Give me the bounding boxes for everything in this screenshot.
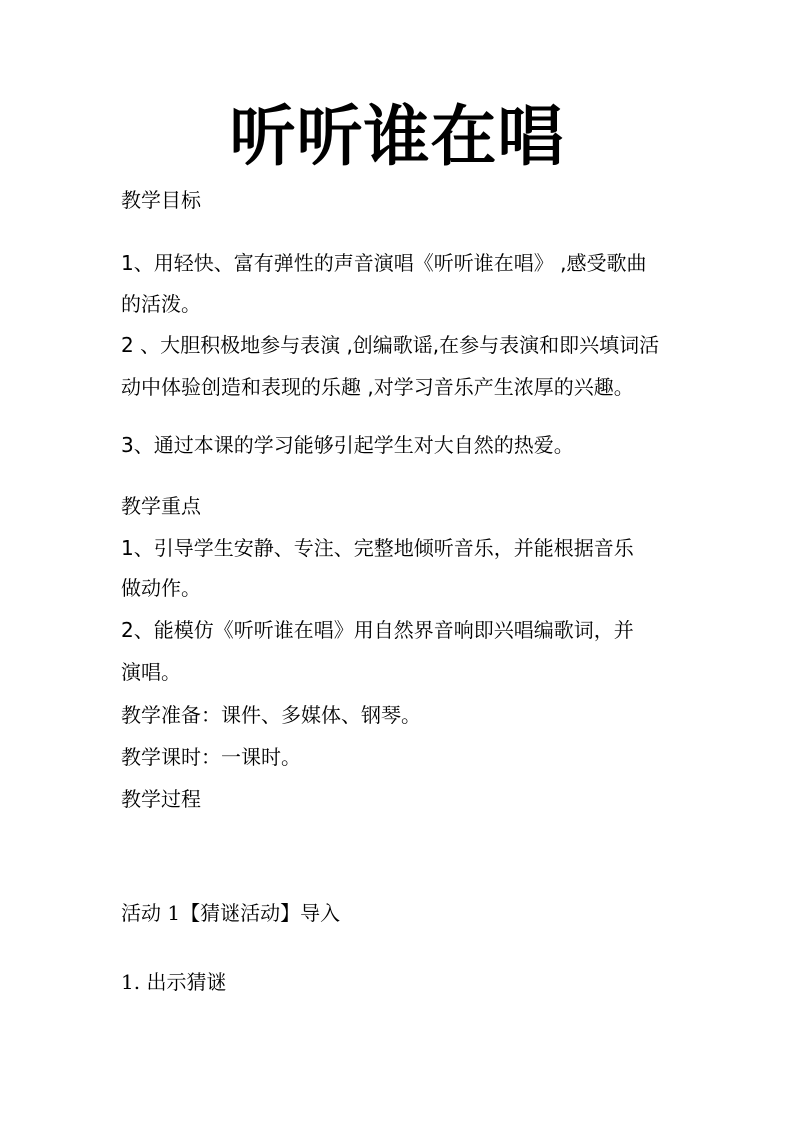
section-heading-objectives: 教学目标 <box>121 188 201 212</box>
teaching-hours: 教学课时：一课时。 <box>121 745 301 769</box>
objective-2-line-1: 2 、大胆积极地参与表演 ,创编歌谣,在参与表演和即兴填词活 <box>121 333 660 357</box>
key-point-1-line-2: 做动作。 <box>121 576 201 600</box>
key-point-2-line-1: 2、能模仿《听听谁在唱》用自然界音响即兴唱编歌词，并 <box>121 618 634 642</box>
key-point-1-line-1: 1、引导学生安静、专注、完整地倾听音乐，并能根据音乐 <box>121 536 634 560</box>
objective-1-line-2: 的活泼。 <box>121 292 201 316</box>
key-point-2-line-2: 演唱。 <box>121 660 181 684</box>
activity-1-heading: 活动 1【猜谜活动】导入 <box>121 901 341 925</box>
section-heading-process: 教学过程 <box>121 787 201 811</box>
activity-1-step-1: 1. 出示猜谜 <box>121 970 227 994</box>
document-title: 听听谁在唱 <box>229 97 565 175</box>
objective-3: 3、通过本课的学习能够引起学生对大自然的热爱。 <box>121 433 574 457</box>
objective-2-line-2: 动中体验创造和表现的乐趣 ,对学习音乐产生浓厚的兴趣。 <box>121 375 634 399</box>
teaching-preparation: 教学准备：课件、多媒体、钢琴。 <box>121 703 421 727</box>
objective-1-line-1: 1、用轻快、富有弹性的声音演唱《听听谁在唱》 ,感受歌曲 <box>121 251 647 275</box>
section-heading-key-points: 教学重点 <box>121 494 201 518</box>
